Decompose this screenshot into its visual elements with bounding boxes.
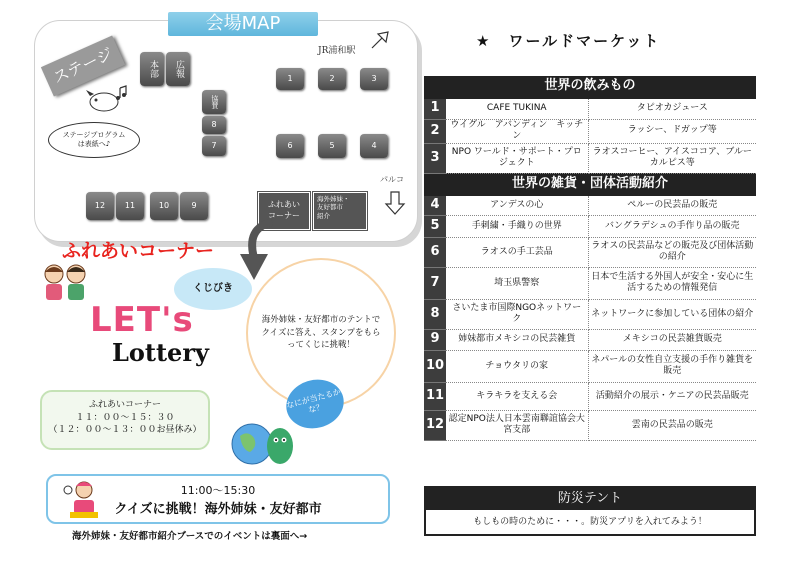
disaster-tent-text: もしもの時のために・・・。防災アプリを入れてみよう！	[473, 517, 707, 527]
back-page-note: 海外姉妹・友好都市紹介ブースでのイベントは裏面へ→	[72, 531, 308, 542]
hours-break: （１２：００～１３：００お昼休み）	[48, 425, 202, 436]
section-goods-title: 世界の雑貨・団体活動紹介	[424, 173, 756, 195]
exhibitor-name: 手刺繍・手織りの世界	[446, 215, 588, 237]
booth-11: 11	[116, 192, 144, 220]
table-row	[424, 410, 756, 440]
mascot-icon	[82, 82, 132, 118]
row-number: 1	[424, 98, 446, 119]
jr-station-label: JR浦和駅	[318, 46, 356, 56]
fureai-corner-title: ふれあいコーナー	[62, 240, 215, 262]
disaster-tent-title: 防災テント	[426, 488, 754, 510]
exhibit-description: ネットワークに参加している団体の紹介	[588, 299, 756, 329]
table-row	[424, 267, 756, 299]
table-row	[424, 215, 756, 237]
what-prize-bubble: なにが当たるかな？	[281, 373, 349, 434]
exhibitor-name: CAFE TUKINA	[446, 98, 588, 119]
table-row	[424, 119, 756, 143]
lets-text: LET's	[90, 300, 194, 340]
row-number: 7	[424, 267, 446, 299]
stage-program-text: ステージプログラム は表紙へ♪	[62, 131, 126, 148]
exhibit-description: 活動紹介の展示・ケニアの民芸品販売	[588, 382, 756, 410]
map-fureai-text: ふれあい コーナー	[268, 200, 300, 220]
booth-6: 6	[276, 134, 304, 158]
exhibitor-name: キラキラを支える会	[446, 382, 588, 410]
stage-label: ステージ	[41, 36, 125, 97]
table-row	[424, 329, 756, 350]
row-number: 3	[424, 143, 446, 173]
world-market-title: ★ ワールドマーケット	[476, 32, 661, 50]
map-sister-text: 海外姉妹・ 友好都市 紹介	[317, 195, 350, 220]
row-number: 5	[424, 215, 446, 237]
booth-3: 3	[360, 68, 388, 90]
section-goods	[424, 173, 756, 195]
table-row	[424, 237, 756, 267]
exhibit-description: ラッシー、ドガップ等	[588, 119, 756, 143]
table-row	[424, 195, 756, 215]
fureai-hours-box	[40, 390, 210, 450]
table-row	[424, 299, 756, 329]
table-row	[424, 98, 756, 119]
exhibit-description: メキシコの民芸雑貨販売	[588, 329, 756, 350]
globe-mascot-icon	[228, 414, 298, 470]
exhibit-description: 雲南の民芸品の販売	[588, 410, 756, 440]
quiz-host-icon	[62, 476, 102, 520]
stage-program-note	[48, 122, 140, 158]
exhibitor-name: 姉妹都市メキシコの民芸雑貨	[446, 329, 588, 350]
exhibitor-name: NPO ワールド・サポート・プロジェクト	[446, 143, 588, 173]
table-row	[424, 382, 756, 410]
exhibitor-name: 埼玉県警察	[446, 267, 588, 299]
row-number: 10	[424, 350, 446, 382]
children-icon	[40, 262, 90, 302]
arrow-up-right-icon	[368, 28, 392, 52]
world-market-table	[424, 76, 756, 441]
exhibitor-name: ウイグル アバンディン キッチン	[446, 119, 588, 143]
exhibitor-name: さいたま市国際NGOネットワーク	[446, 299, 588, 329]
table-row	[424, 350, 756, 382]
row-number: 12	[424, 410, 446, 440]
booth-5: 5	[318, 134, 346, 158]
booth-12: 12	[86, 192, 114, 220]
booth-4: 4	[360, 134, 388, 158]
kuji-bubble: くじびき	[174, 268, 252, 310]
exhibitor-name: アンデスの心	[446, 195, 588, 215]
row-number: 9	[424, 329, 446, 350]
exhibit-description: ペルーの民芸品の販売	[588, 195, 756, 215]
parco-label: パルコ	[380, 175, 404, 184]
lottery-logo: Lottery	[112, 338, 209, 367]
booth-7: 7	[202, 136, 226, 156]
arrow-down-icon	[384, 190, 406, 216]
exhibit-description: ラオスコーヒー、アイスココア、ブルーカルピス等	[588, 143, 756, 173]
booth-honbu: 本部	[140, 52, 164, 86]
exhibit-description: タピオカジュース	[588, 98, 756, 119]
exhibitor-name: 認定NPO法人日本雲南聯誼協会大宮支部	[446, 410, 588, 440]
booth-8: 8	[202, 116, 226, 134]
row-number: 11	[424, 382, 446, 410]
lets-logo	[90, 300, 194, 340]
row-number: 6	[424, 237, 446, 267]
exhibitor-name: チョウタリの家	[446, 350, 588, 382]
hours-time: １１：００～１５：３０	[75, 412, 175, 423]
quiz-time: 11:00～15:30	[180, 484, 256, 497]
exhibitor-name: ラオスの手工芸品	[446, 237, 588, 267]
booth-kyousan: 協賛	[202, 90, 226, 114]
section-drinks-title: 世界の飲みもの	[424, 76, 756, 98]
booth-1: 1	[276, 68, 304, 90]
booth-kouhou: 広報	[166, 52, 190, 86]
hours-title: ふれあいコーナー	[88, 400, 161, 410]
map-title: 会場MAP	[168, 12, 318, 36]
map-sister-city-booth	[313, 192, 367, 230]
quiz-text: クイズに挑戦！海外姉妹・友好都市	[114, 502, 322, 517]
booth-10: 10	[150, 192, 178, 220]
row-number: 4	[424, 195, 446, 215]
table-row	[424, 143, 756, 173]
exhibit-description: ネパールの女性自立支援の手作り雑貨を販売	[588, 350, 756, 382]
quiz-description: 海外姉妹・友好都市のテントでクイズに答え、スタンプをもらってくじに挑戦！	[261, 314, 381, 351]
exhibit-description: ラオスの民芸品などの販売及び団体活動の紹介	[588, 237, 756, 267]
row-number: 8	[424, 299, 446, 329]
exhibit-description: 日本で生活する外国人が安全・安心に生活するための情報発信	[588, 267, 756, 299]
booth-2: 2	[318, 68, 346, 90]
booth-9: 9	[180, 192, 208, 220]
exhibit-description: バングラデシュの手作り品の販売	[588, 215, 756, 237]
section-drinks	[424, 76, 756, 98]
row-number: 2	[424, 119, 446, 143]
disaster-tent-box	[424, 486, 756, 536]
